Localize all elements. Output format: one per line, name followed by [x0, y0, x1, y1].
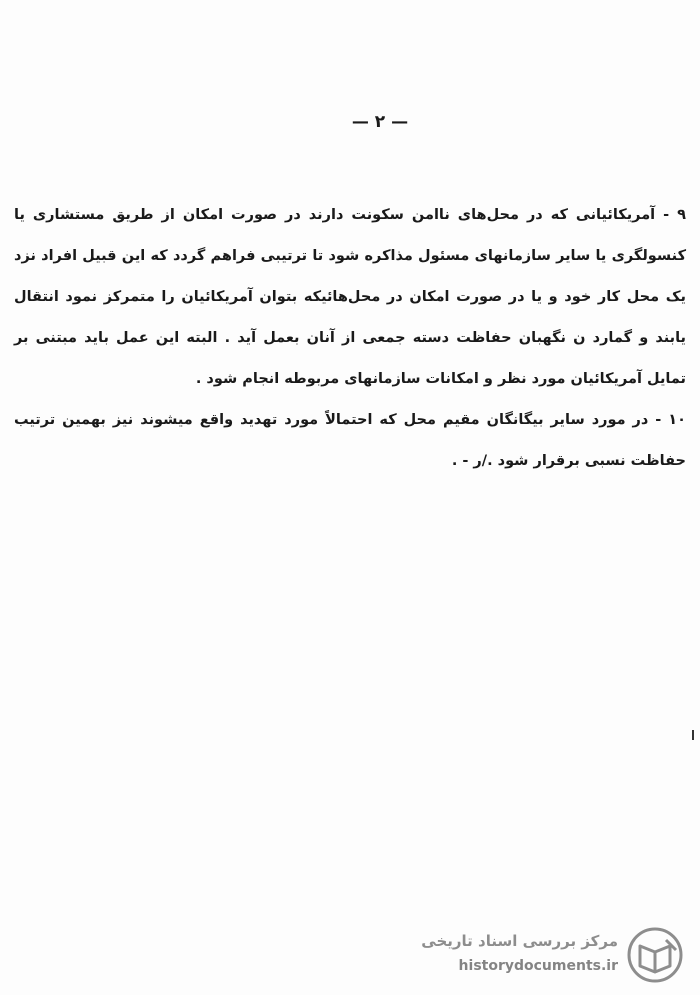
watermark-url: historydocuments.ir — [458, 958, 618, 974]
paragraph-9: ۹ - آمریکائیانی که در محل‌های ناامن سکونت دارند در صورت امکان از طریق مستشاری یا کنسولگری یا سایر سازمانهای مسئول مذاکره شود تا ترتیبی فراهم گردد که این قبیل افراد نزد یک محل کار خود و یا در صورت امکان در محل‌هائیکه بتوان آمریکائیان را متمرکز نمود انتقال یابند و گمارد ن نگهبان حفاظت دسته جمعی از آنان بعمل آید . البته این عمل باید مبتنی بر تمایل آمریکائیان مورد نظر و امکانات سازمانهای مربوطه انجام شود . — [14, 207, 686, 387]
book-logo-icon — [626, 926, 684, 984]
watermark-footer — [400, 920, 690, 990]
page-number: — ۲ — — [351, 112, 409, 132]
watermark-title: مرکز بررسی اسناد تاریخی — [421, 932, 618, 950]
margin-mark — [692, 730, 694, 740]
document-body — [14, 195, 686, 482]
paragraph-10: ۱۰ - در مورد سایر بیگانگان مقیم محل که احتمالاً مورد تهدید واقع میشوند نیز بهمین ترتیب حفاظت نسبی برقرار شود ./ر - . — [14, 412, 686, 469]
